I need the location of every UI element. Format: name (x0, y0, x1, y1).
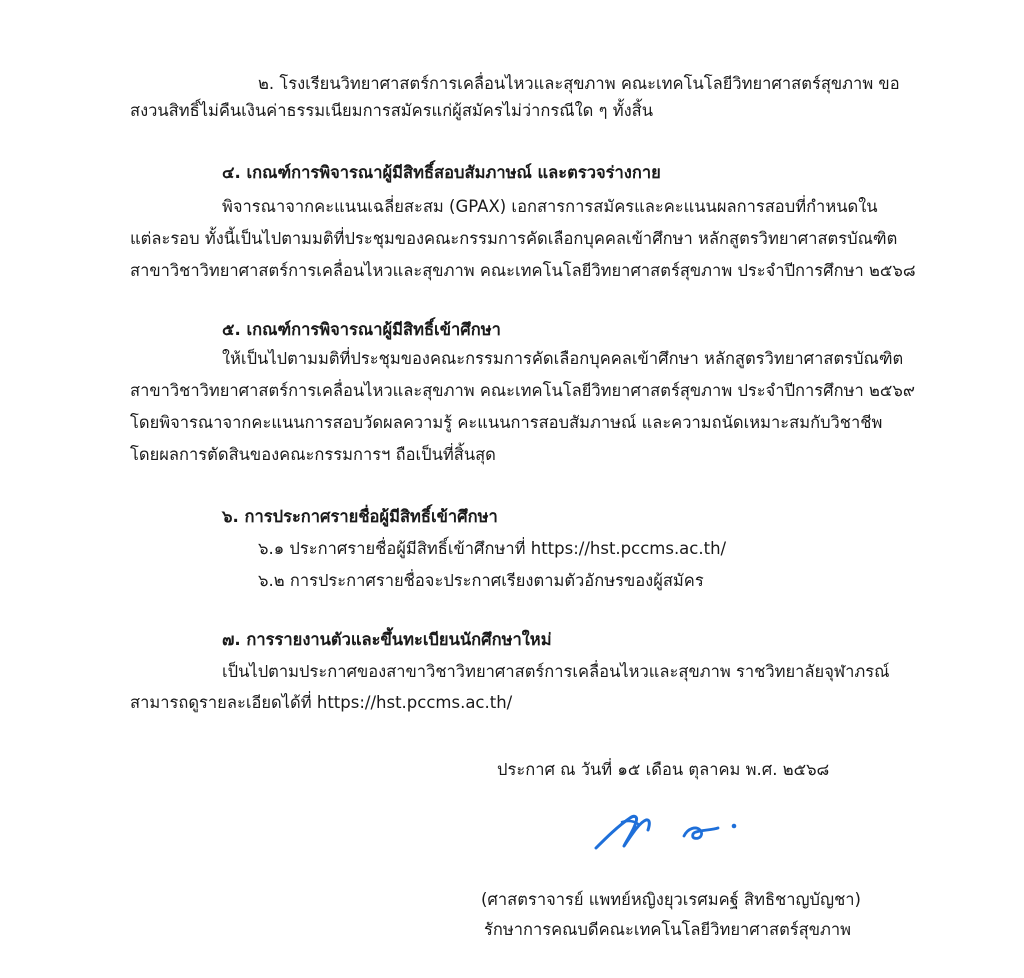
item-2-line-2: สงวนสิทธิ์ไม่คืนเงินค่าธรรมเนียมการสมัครแก่ผู้สมัครไม่ว่ากรณีใด ๆ ทั้งสิ้น (130, 101, 653, 120)
item-2-line-1: ๒. โรงเรียนวิทยาศาสตร์การเคลื่อนไหวและสุขภาพ คณะเทคโนโลยีวิทยาศาสตร์สุขภาพ ขอ (258, 74, 900, 93)
section-5-line-2: สาขาวิชาวิทยาศาสตร์การเคลื่อนไหวและสุขภาพ คณะเทคโนโลยีวิทยาศาสตร์สุขภาพ ประจำปีการศึกษา ๒๕๖๙ (130, 381, 915, 400)
section-7-heading: ๗. การรายงานตัวและขึ้นทะเบียนนักศึกษาใหม่ (222, 630, 552, 649)
section-7-line-1: เป็นไปตามประกาศของสาขาวิชาวิทยาศาสตร์การเคลื่อนไหวและสุขภาพ ราชวิทยาลัยจุฬาภรณ์ (222, 662, 890, 681)
section-4-line-2: แต่ละรอบ ทั้งนี้เป็นไปตามมติที่ประชุมของคณะกรรมการคัดเลือกบุคคลเข้าศึกษา หลักสูตรวิทยาศาสตรบัณฑิต (130, 229, 898, 248)
section-5-line-3: โดยพิจารณาจากคะแนนการสอบวัดผลความรู้ คะแนนการสอบสัมภาษณ์ และความถนัดเหมาะสมกับวิชาชีพ (130, 413, 883, 432)
section-5-line-1: ให้เป็นไปตามมติที่ประชุมของคณะกรรมการคัดเลือกบุคคลเข้าศึกษา หลักสูตรวิทยาศาสตรบัณฑิต (222, 349, 904, 368)
section-5-heading: ๕. เกณฑ์การพิจารณาผู้มีสิทธิ์เข้าศึกษา (222, 320, 501, 339)
signatory-position: รักษาการคณบดีคณะเทคโนโลยีวิทยาศาสตร์สุขภาพ (484, 920, 852, 939)
section-6-item-2: ๖.๒ การประกาศรายชื่อจะประกาศเรียงตามตัวอักษรของผู้สมัคร (258, 571, 704, 590)
section-4-line-1: พิจารณาจากคะแนนเฉลี่ยสะสม (GPAX) เอกสารการสมัครและคะแนนผลการสอบที่กำหนดใน (222, 197, 878, 216)
signature (588, 800, 758, 860)
section-4-heading: ๔. เกณฑ์การพิจารณาผู้มีสิทธิ์สอบสัมภาษณ์ และตรวจร่างกาย (222, 163, 661, 182)
section-6-heading: ๖. การประกาศรายชื่อผู้มีสิทธิ์เข้าศึกษา (222, 507, 498, 526)
section-7-line-2: สามารถดูรายละเอียดได้ที่ https://hst.pccms.ac.th/ (130, 693, 513, 712)
signatory-name: (ศาสตราจารย์ แพทย์หญิงยุวเรศมคฐ์ สิทธิชาญบัญชา) (481, 890, 861, 909)
section-4-line-3: สาขาวิชาวิทยาศาสตร์การเคลื่อนไหวและสุขภาพ คณะเทคโนโลยีวิทยาศาสตร์สุขภาพ ประจำปีการศึกษา ๒๕๖๘ (130, 261, 916, 280)
announcement-date: ประกาศ ณ วันที่ ๑๕ เดือน ตุลาคม พ.ศ. ๒๕๖๘ (497, 760, 830, 779)
section-5-line-4: โดยผลการตัดสินของคณะกรรมการฯ ถือเป็นที่สิ้นสุด (130, 445, 496, 464)
section-6-item-1: ๖.๑ ประกาศรายชื่อผู้มีสิทธิ์เข้าศึกษาที่ https://hst.pccms.ac.th/ (258, 539, 727, 558)
